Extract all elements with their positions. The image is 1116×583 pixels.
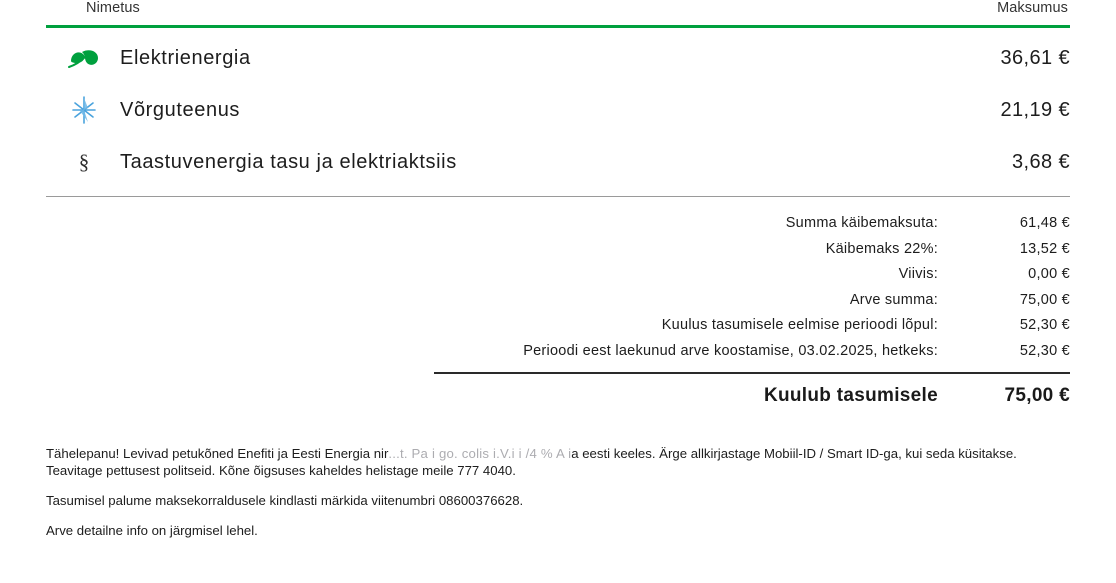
items-divider — [46, 196, 1070, 197]
section-sign-icon: § — [78, 149, 90, 174]
reference-number-note: Tasumisel palume maksekorraldusele kindlasti märkida viitenumbri 08600376628. — [46, 492, 524, 508]
total-label: Perioodi eest laekunud arve koostamise, 03.02.2025, hetkeks: — [523, 342, 938, 359]
line-item-label: Elektrienergia — [120, 46, 251, 69]
line-item-label: Võrguteenus — [120, 98, 241, 121]
fraud-warning-text-start: Tähelepanu! Levivad petukõned Enefiti ja Eesti Energia nir — [46, 445, 389, 461]
total-value: 0,00 € — [1028, 266, 1070, 282]
total-label: Summa käibemaksuta: — [785, 215, 938, 231]
table-row — [46, 32, 1070, 84]
table-row — [46, 136, 1070, 188]
total-value: 52,30 € — [1019, 342, 1070, 359]
grand-total-row — [46, 385, 1070, 407]
total-value: 61,48 € — [1019, 215, 1070, 231]
totals-divider — [434, 372, 1070, 374]
total-row — [46, 211, 1070, 237]
total-value: 13,52 € — [1019, 240, 1070, 257]
fraud-warning-illegible: ...t. Pa i go. colis i.V.i i /4 % A i — [388, 445, 572, 461]
total-value: 75,00 € — [1019, 291, 1070, 308]
spark-icon — [48, 95, 120, 125]
totals-block — [46, 211, 1070, 364]
leaf-icon — [48, 45, 120, 71]
total-row — [46, 237, 1070, 263]
header-divider — [46, 25, 1070, 28]
grand-total-value: 75,00 € — [1004, 384, 1070, 406]
total-row — [46, 339, 1070, 365]
total-label: Kuulus tasumisele eelmise perioodi lõpul: — [661, 317, 938, 333]
total-value: 52,30 € — [1019, 317, 1070, 333]
line-item-label: Taastuvenergia tasu ja elektriaktsiis — [120, 150, 457, 173]
table-row — [46, 84, 1070, 136]
total-label: Viivis: — [898, 266, 938, 282]
total-row — [46, 262, 1070, 288]
column-header-amount: Maksumus — [997, 0, 1068, 16]
fraud-warning-note — [46, 445, 1070, 479]
line-item-amount: 36,61 € — [1000, 46, 1070, 69]
grand-total-label: Kuulub tasumisele — [763, 384, 938, 406]
footer-notes — [46, 445, 1070, 539]
column-header-name: Nimetus — [86, 0, 140, 16]
table-header-row — [46, 0, 1070, 25]
line-item-amount: 3,68 € — [1011, 150, 1070, 173]
line-item-amount: 21,19 € — [1000, 98, 1070, 121]
total-label: Arve summa: — [849, 291, 938, 308]
total-label: Käibemaks 22%: — [825, 240, 938, 257]
total-row — [46, 313, 1070, 339]
total-row — [46, 288, 1070, 314]
fraud-warning-text-end: a eesti keeles. Ärge allkirjastage Mobiil-ID / Smart ID-ga, kui seda küsitakse. Teavitage pettusest politseid. Kõne õigsuses kaheldes helistage meile 777 4040. — [46, 445, 1017, 478]
line-items-list — [46, 32, 1070, 188]
detail-info-note: Arve detailne info on järgmisel lehel. — [46, 522, 258, 538]
